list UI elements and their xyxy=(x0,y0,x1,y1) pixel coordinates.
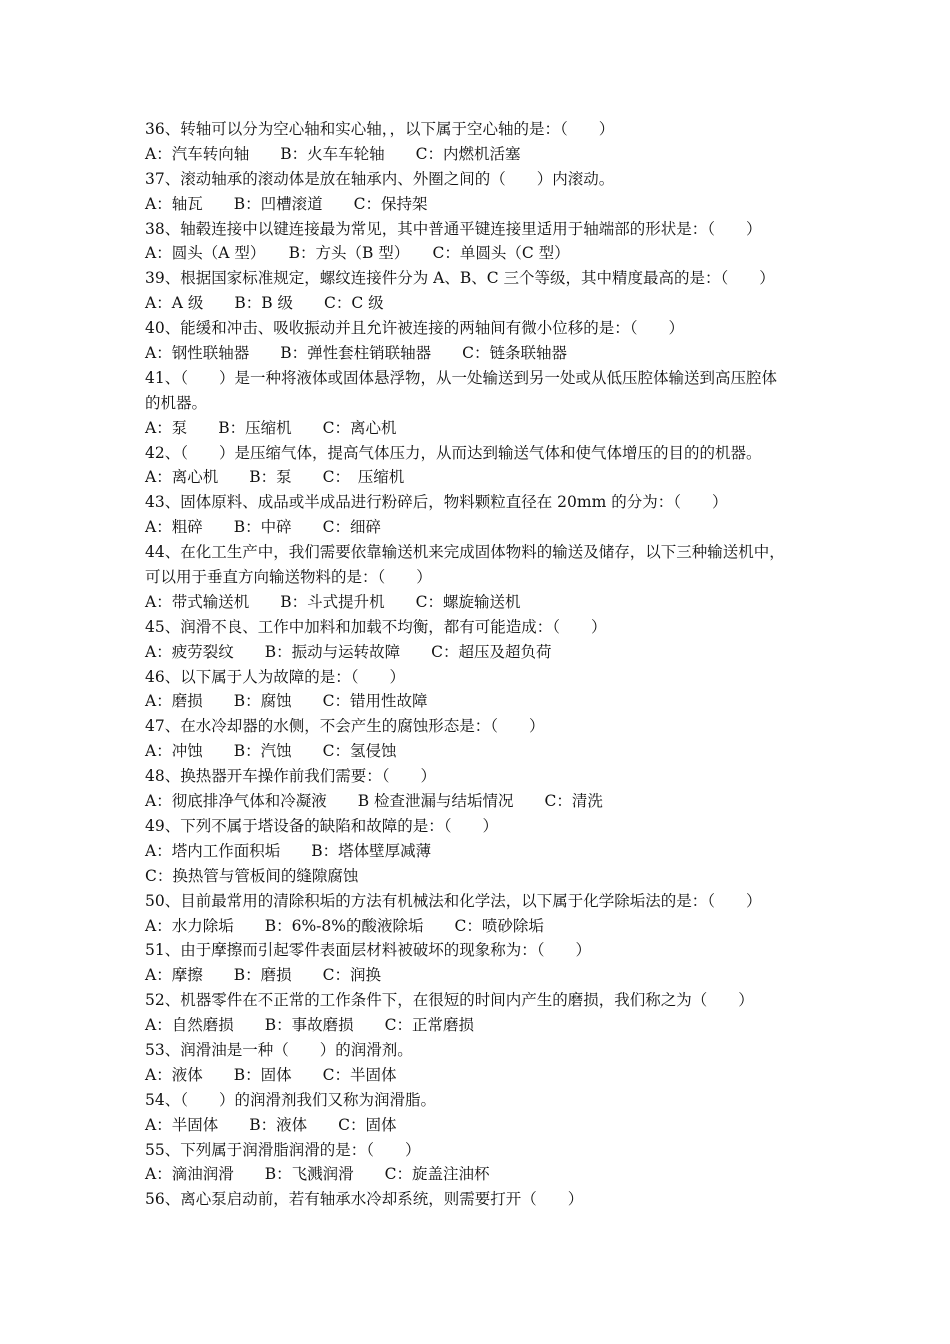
options-53: A：液体 B：固体 C：半固体 xyxy=(145,1065,397,1084)
question-44-continued: 可以用于垂直方向输送物料的是：（ ） xyxy=(145,568,432,587)
question-50: 50、目前最常用的清除积垢的方法有机械法和化学法，以下属于化学除垢法的是：（ ） xyxy=(145,891,762,910)
options-49: A：塔内工作面积垢 B：塔体壁厚减薄 xyxy=(145,841,432,860)
options-50: A：水力除垢 B：6%-8%的酸液除垢 C：喷砂除垢 xyxy=(145,916,544,935)
options-43: A：粗碎 B：中碎 C：细碎 xyxy=(145,518,381,537)
question-38: 38、轴毂连接中以键连接最为常见，其中普通平键连接里适用于轴端部的形状是：（ ） xyxy=(145,219,762,238)
options-52: A：自然磨损 B：事故磨损 C：正常磨损 xyxy=(145,1016,474,1035)
question-47: 47、在水冷却器的水侧，不会产生的腐蚀形态是：（ ） xyxy=(145,717,545,736)
options-37: A：轴瓦 B：凹槽滚道 C：保持架 xyxy=(145,194,428,213)
options-38: A：圆头（A 型） B：方头（B 型） C：单圆头（C 型） xyxy=(145,244,570,263)
options-45: A：疲劳裂纹 B：振动与运转故障 C：超压及超负荷 xyxy=(145,642,552,661)
options-42: A：离心机 B：泵 C： 压缩机 xyxy=(145,468,405,487)
question-52: 52、机器零件在不正常的工作条件下，在很短的时间内产生的磨损，我们称之为（ ） xyxy=(145,991,754,1010)
options-41: A：泵 B：压缩机 C：离心机 xyxy=(145,418,397,437)
options-47: A：冲蚀 B：汽蚀 C：氢侵蚀 xyxy=(145,742,397,761)
question-39: 39、根据国家标准规定，螺纹连接件分为 A、B、C 三个等级，其中精度最高的是：（ ） xyxy=(145,269,775,288)
question-45: 45、润滑不良、工作中加料和加载不均衡，都有可能造成：（ ） xyxy=(145,617,607,636)
question-41-continued: 的机器。 xyxy=(145,393,208,412)
question-42: 42、（ ）是压缩气体，提高气体压力，从而达到输送气体和使气体增压的目的的机器。 xyxy=(145,443,762,462)
options-44: A：带式输送机 B：斗式提升机 C：螺旋输送机 xyxy=(145,592,521,611)
question-54: 54、（ ）的润滑剂我们又称为润滑脂。 xyxy=(145,1090,436,1109)
question-55: 55、下列属于润滑脂润滑的是：（ ） xyxy=(145,1140,421,1159)
question-48: 48、换热器开车操作前我们需要：（ ） xyxy=(145,767,436,786)
options-48: A：彻底排净气体和冷凝液 B 检查泄漏与结垢情况 C：清洗 xyxy=(145,792,603,811)
question-51: 51、由于摩擦而引起零件表面层材料被破坏的现象称为：（ ） xyxy=(145,941,591,960)
question-46: 46、以下属于人为故障的是：（ ） xyxy=(145,667,405,686)
document-page xyxy=(145,117,815,1212)
question-44: 44、在化工生产中，我们需要依靠输送机来完成固体物料的输送及储存，以下三种输送机中， xyxy=(145,543,785,562)
question-40: 40、能缓和冲击、吸收振动并且允许被连接的两轴间有微小位移的是：（ ） xyxy=(145,319,684,338)
options-39: A：A 级 B：B 级 C：C 级 xyxy=(145,294,384,313)
options-55: A：滴油润滑 B：飞溅润滑 C：旋盖注油杯 xyxy=(145,1165,490,1184)
options-54: A：半固体 B：液体 C：固体 xyxy=(145,1115,397,1134)
options-40: A：钢性联轴器 B：弹性套柱销联轴器 C：链条联轴器 xyxy=(145,344,567,363)
question-36: 36、转轴可以分为空心轴和实心轴，，以下属于空心轴的是：（ ） xyxy=(145,120,615,138)
options-49-continued: C：换热管与管板间的缝隙腐蚀 xyxy=(145,866,359,885)
question-41: 41、（ ）是一种将液体或固体悬浮物，从一处输送到另一处或从低压腔体输送到高压腔体 xyxy=(145,368,777,387)
question-49: 49、下列不属于塔设备的缺陷和故障的是：（ ） xyxy=(145,816,498,835)
question-43: 43、固体原料、成品或半成品进行粉碎后，物料颗粒直径在 20mm 的分为：（ ） xyxy=(145,493,728,512)
question-37: 37、滚动轴承的滚动体是放在轴承内、外圈之间的（ ）内滚动。 xyxy=(145,169,615,188)
options-36: A：汽车转向轴 B：火车车轮轴 C：内燃机活塞 xyxy=(145,144,521,163)
question-53: 53、润滑油是一种（ ）的润滑剂。 xyxy=(145,1040,413,1059)
options-46: A：磨损 B：腐蚀 C：错用性故障 xyxy=(145,692,428,711)
question-56: 56、离心泵启动前，若有轴承水冷却系统，则需要打开（ ） xyxy=(145,1190,584,1209)
options-51: A：摩擦 B：磨损 C：润换 xyxy=(145,966,381,985)
